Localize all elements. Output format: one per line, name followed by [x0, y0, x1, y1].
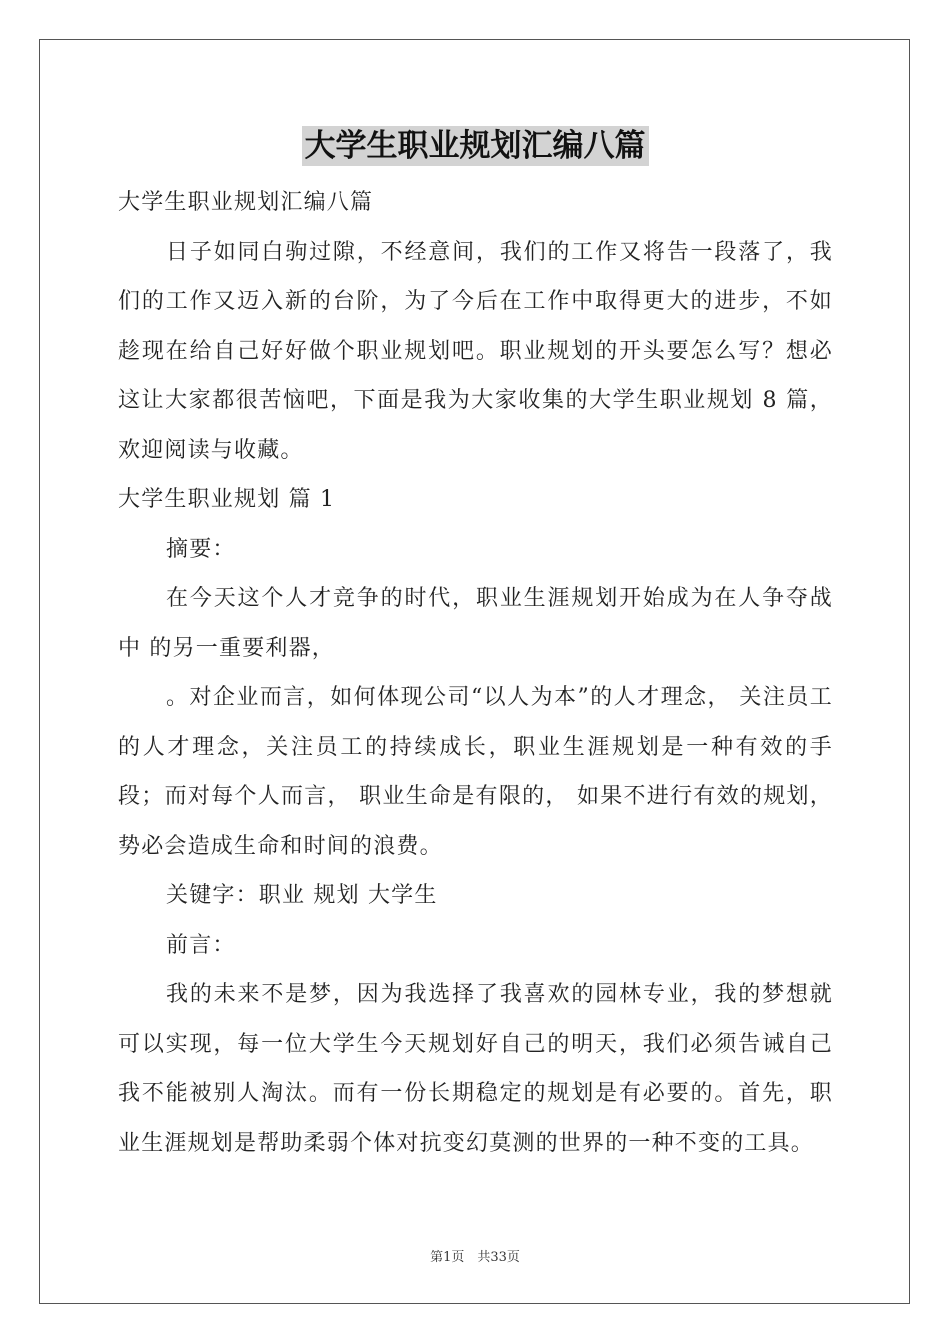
- document-title: [0, 126, 950, 166]
- paragraph-abstract-1: 在今天这个人才竞争的时代，职业生涯规划开始成为在人争夺战中 的另一重要利器，: [118, 586, 833, 661]
- document-body: [118, 178, 833, 1168]
- paragraph-abstract-2: 。对企业而言，如何体现公司“以人为本”的人才理念， 关注员工的人才理念，关注员工的持续成长，职业生涯规划是一种有效的手段；而对每个人而言， 职业生命是有限的， 如果不进行有效的规划， 势必会造成生命和时间的浪费。: [118, 685, 833, 859]
- paragraph-intro: 日子如同白驹过隙，不经意间，我们的工作又将告一段落了，我们的工作又迈入新的台阶，为了今后在工作中取得更大的进步，不如趁现在给自己好好做个职业规划吧。职业规划的开头要怎么写？想必这让大家都很苦恼吧，下面是我为大家收集的大学生职业规划 8 篇，欢迎阅读与收藏。: [118, 239, 833, 463]
- paragraph-subtitle: 大学生职业规划汇编八篇: [118, 190, 374, 215]
- document-title-text: 大学生职业规划汇编八篇: [302, 126, 649, 166]
- paragraph-keywords: 关键字：职业 规划 大学生: [166, 883, 438, 908]
- paragraph-preface-label: 前言：: [166, 932, 236, 958]
- paragraph-preface: 我的未来不是梦，因为我选择了我喜欢的园林专业，我的梦想就可以实现，每一位大学生今天规划好自己的明天，我们必须告诫自己我不能被别人淘汰。而有一份长期稳定的规划是有必要的。首先，职业生涯规划是帮助柔弱个体对抗变幻莫测的世界的一种不变的工具。: [118, 982, 833, 1156]
- section-heading: 大学生职业规划 篇 1: [118, 487, 336, 512]
- paragraph-abstract-label: 摘要：: [166, 536, 236, 562]
- page-number-footer: 第1页 共33页: [430, 1250, 520, 1265]
